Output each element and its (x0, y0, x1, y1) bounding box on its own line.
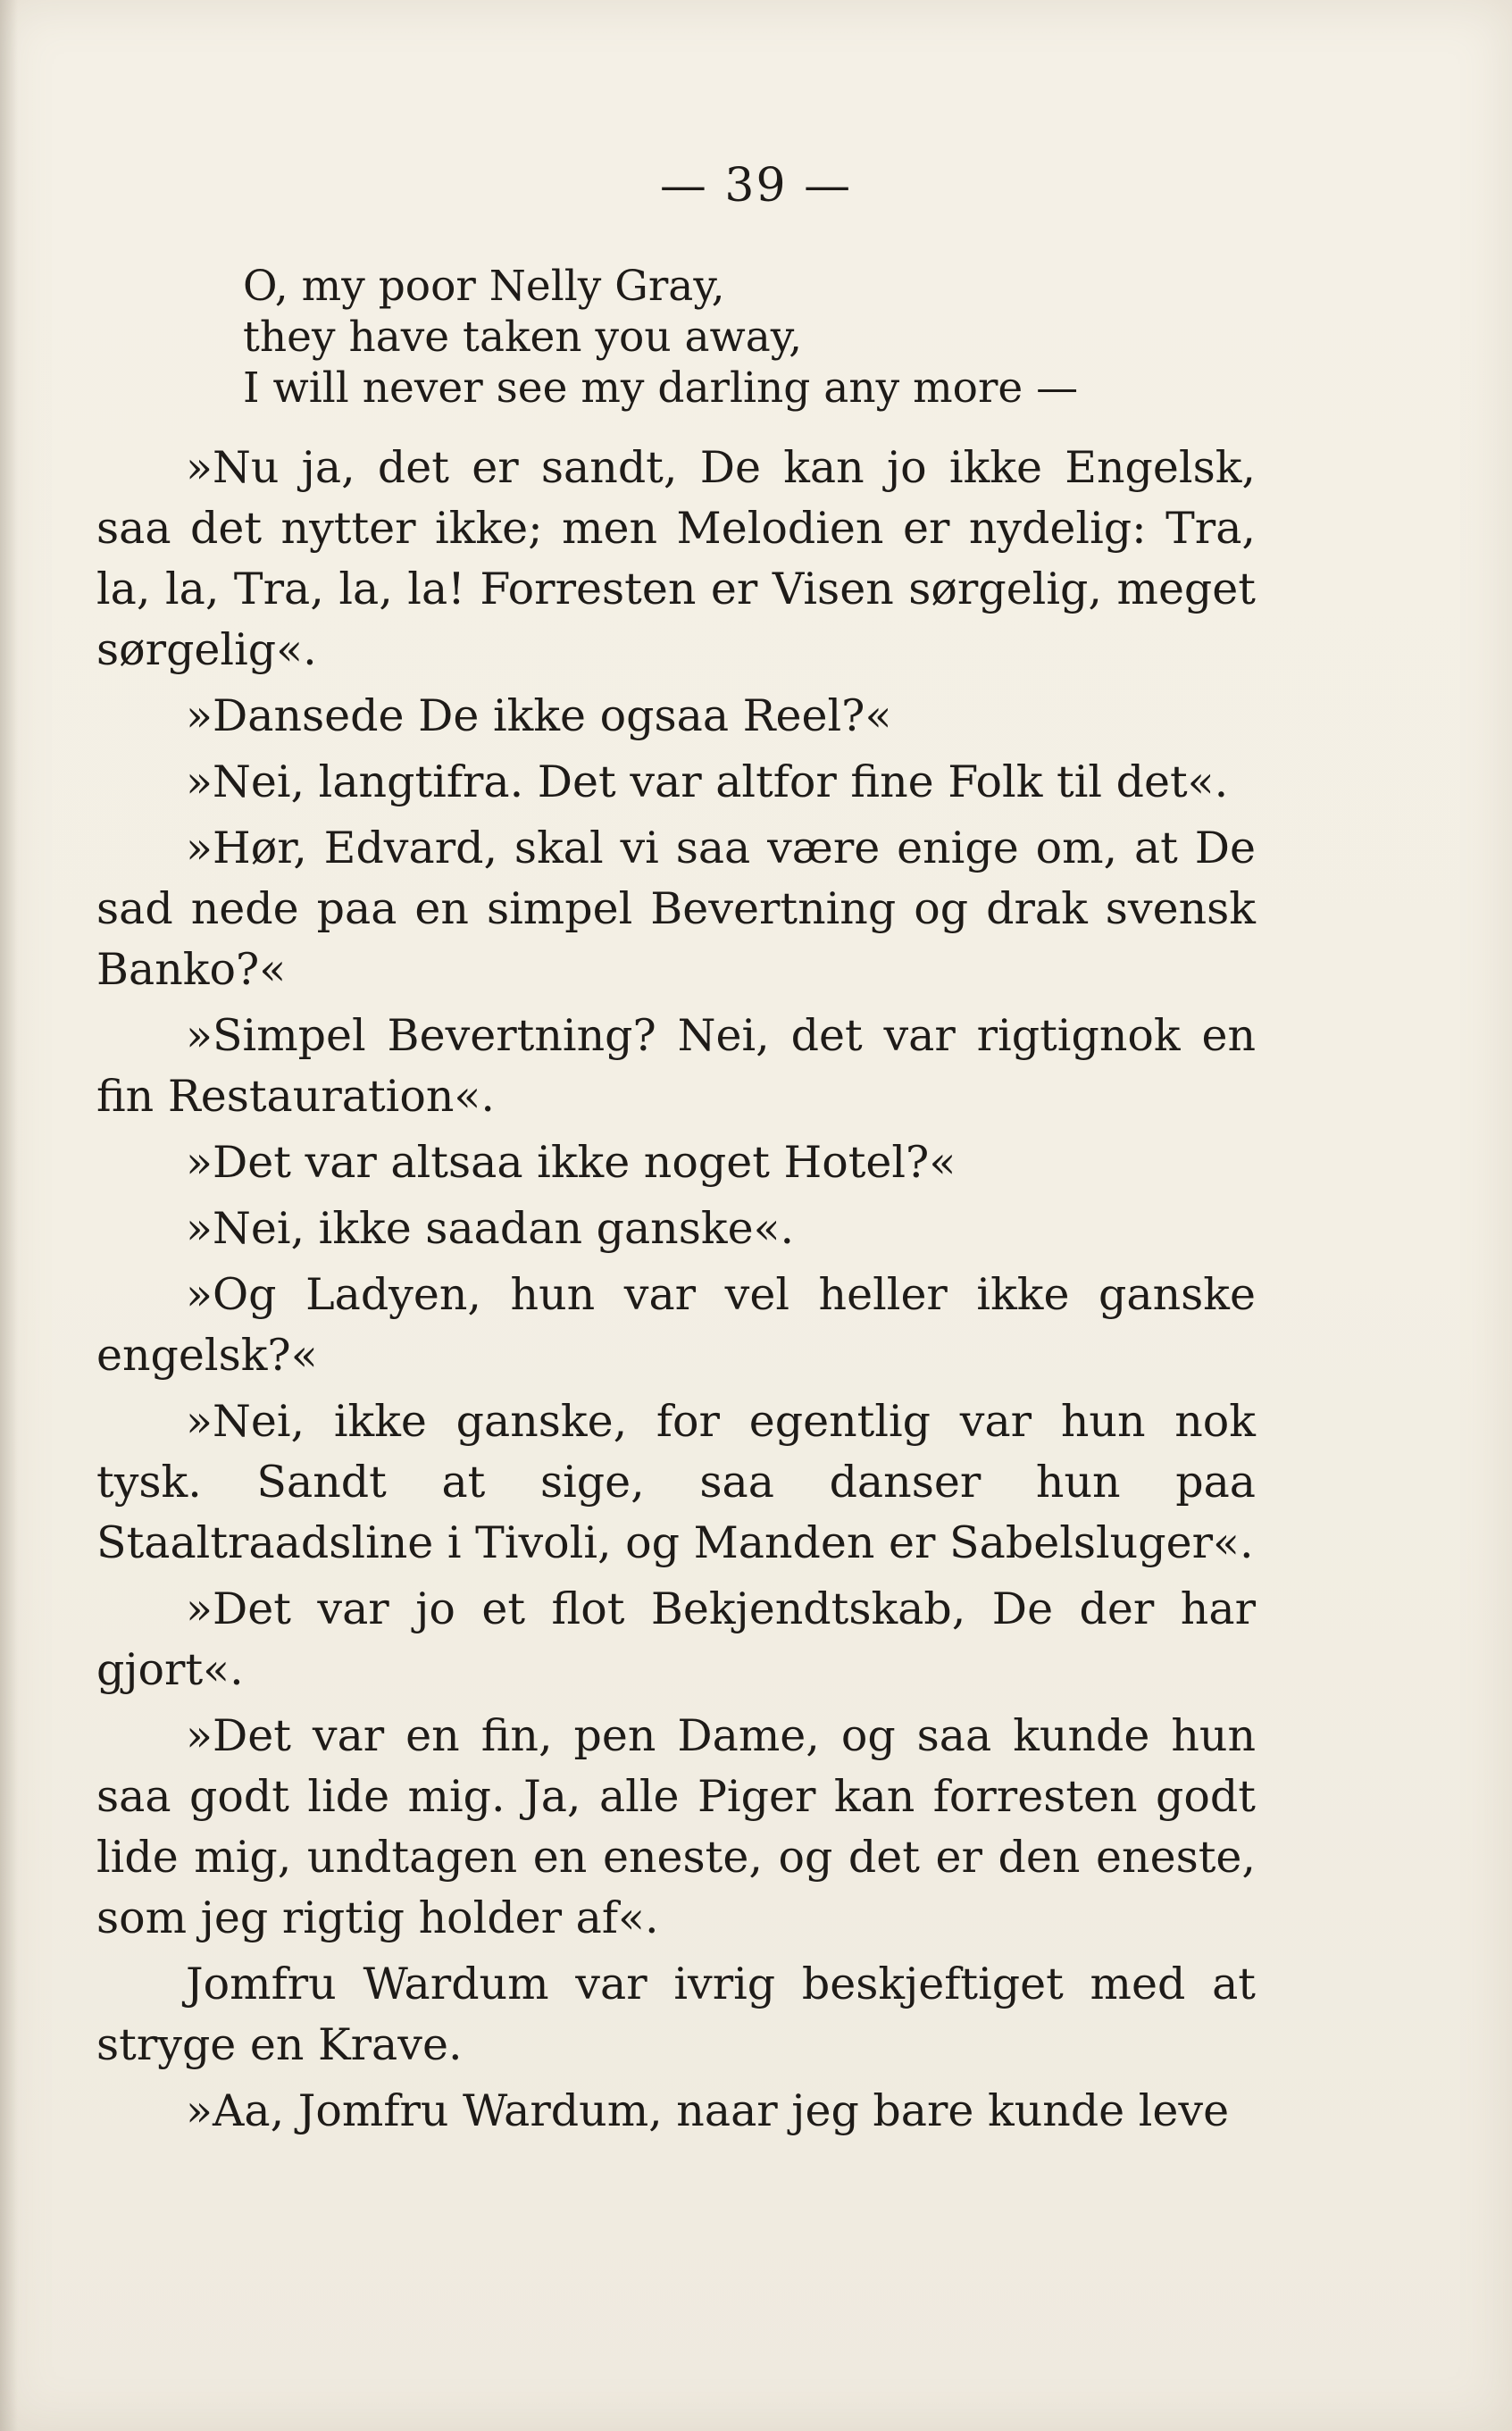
verse-line: O, my poor Nelly Gray, (243, 262, 725, 311)
paragraph: »Nei, ikke saadan ganske«. (186, 1203, 795, 1254)
paragraph: »Aa, Jomfru Wardum, naar jeg bare kunde leve (186, 2085, 1230, 2136)
verse-block (243, 261, 1078, 414)
paragraph: »Nei, ikke ganske, for egentlig var hun nok tysk. Sandt at sige, saa danser hun paa Staaltraadsline i Tivoli, og Manden er Sabelsluger«. (96, 1396, 1256, 1568)
paragraph: »Nu ja, det er sandt, De kan jo ikke Engelsk, saa det nytter ikke; men Melodien er nydelig: Tra, la, la, Tra, la, la! Forresten er Visen sørgelig, meget sørgelig«. (96, 442, 1256, 675)
paragraph: Jomfru Wardum var ivrig beskjeftiget med at stryge en Krave. (96, 1959, 1256, 2070)
paragraph: »Det var altsaa ikke noget Hotel?« (186, 1137, 956, 1188)
paragraph: »Hør, Edvard, skal vi saa være enige om, at De sad nede paa en simpel Bevertning og drak svensk Banko?« (96, 823, 1256, 995)
page-edge (0, 0, 18, 2431)
paragraph: »Det var jo et flot Bekjendtskab, De der har gjort«. (96, 1583, 1256, 1695)
paragraph: »Og Ladyen, hun var vel heller ikke ganske engelsk?« (96, 1269, 1256, 1381)
page-number: — 39 — (659, 159, 853, 213)
verse-line: they have taken you away, (243, 313, 803, 362)
paragraph: »Det var en fin, pen Dame, og saa kunde hun saa godt lide mig. Ja, alle Piger kan forresten godt lide mig, undtagen en eneste, og det er den eneste, som jeg rigtig holder af«. (96, 1710, 1256, 1943)
paragraph: »Simpel Bevertning? Nei, det var rigtignok en fin Restauration«. (96, 1010, 1256, 1122)
verse-line: I will never see my darling any more — (243, 363, 1079, 413)
body-text (96, 438, 1256, 2147)
paragraph: »Nei, langtifra. Det var altfor fine Folk til det«. (186, 756, 1229, 807)
paragraph: »Dansede De ikke ogsaa Reel?« (186, 690, 892, 741)
